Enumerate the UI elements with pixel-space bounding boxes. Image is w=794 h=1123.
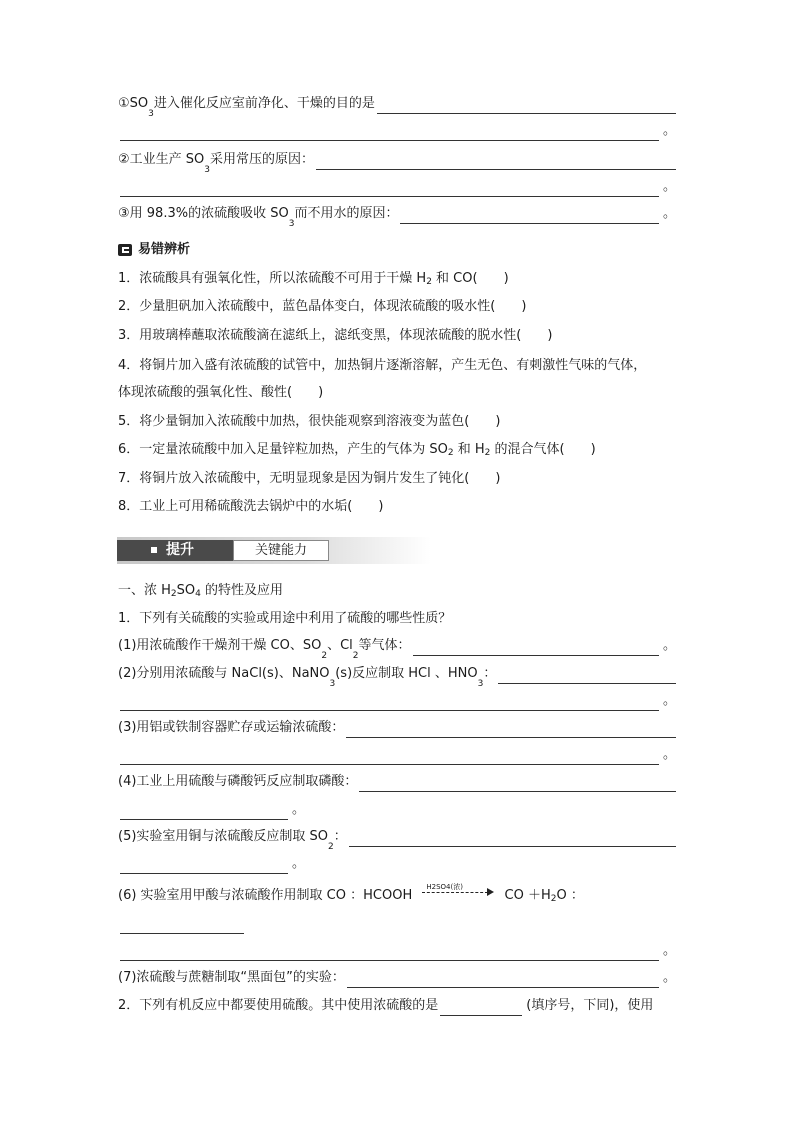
- banner-tab: 关键能力: [233, 540, 329, 561]
- answer-blank[interactable]: [346, 723, 676, 738]
- arrow-shaft: [422, 892, 488, 893]
- item-text: 3．用玻璃棒蘸取浓硫酸滴在滤纸上，滤纸变黑，体现浓硫酸的脱水性( ): [118, 328, 553, 343]
- banner-title: 提升: [166, 542, 194, 558]
- question-b-text: 采用常压的原因：: [210, 152, 315, 167]
- period: 。: [662, 747, 676, 762]
- period: 。: [292, 802, 306, 817]
- arrow-head-icon: [487, 888, 494, 896]
- question-text: (填序号，下同)，使用: [526, 998, 654, 1013]
- sub-question-4: [118, 772, 676, 792]
- e-letter-icon: [118, 244, 132, 256]
- question-text: 、Cl: [327, 638, 353, 653]
- item-text: 7．将铜片放入浓硫酸中，无明显现象是因为铜片发生了钝化( ): [118, 471, 501, 486]
- sub-question-6-continuation: [118, 941, 676, 961]
- error-item-4: [118, 356, 676, 376]
- question-a: ①SO 3 进入催化反应室前净化、干燥的目的是: [118, 94, 676, 114]
- period: 。: [662, 123, 676, 138]
- question-text: (2)分别用浓硫酸与 NaCl(s)、NaNO: [118, 666, 330, 681]
- question-text: (6) 实验室用甲酸与浓硫酸作用制取 CO ：HCOOH: [118, 888, 413, 903]
- answer-blank[interactable]: [413, 641, 659, 656]
- period: 。: [662, 179, 676, 194]
- question-c-prefix: ③用 98.3%的浓硫酸吸收 SO: [118, 206, 289, 221]
- question-b-continuation: [118, 177, 676, 197]
- error-item-2: [118, 297, 676, 317]
- question-text: ：: [483, 666, 497, 681]
- square-bullet-icon: [151, 547, 157, 553]
- answer-blank[interactable]: [120, 126, 659, 141]
- answer-blank[interactable]: [440, 1001, 522, 1016]
- question-text: 1．下列有关硫酸的实验或用途中利用了硫酸的哪些性质？: [118, 611, 452, 626]
- item-text: 6．一定量浓硫酸中加入足量锌粒加热，产生的气体为 SO: [118, 442, 448, 457]
- error-item-8: [118, 497, 676, 517]
- answer-blank[interactable]: [359, 777, 676, 792]
- question-text: (4)工业上用硫酸与磷酸钙反应制取磷酸：: [118, 774, 358, 789]
- part1-heading: [118, 581, 676, 601]
- answer-blank[interactable]: [400, 209, 659, 224]
- sub-question-4-continuation: [118, 800, 676, 820]
- error-item-6: [118, 440, 676, 460]
- question-text: ：: [333, 829, 347, 844]
- period: 。: [292, 856, 306, 871]
- subscript: 2: [550, 894, 557, 904]
- answer-blank[interactable]: [120, 182, 659, 197]
- question-b: ②工业生产 SO 3 采用常压的原因：: [118, 150, 676, 170]
- question-text: (7)浓硫酸与蔗糖制取“黑面包”的实验：: [118, 970, 345, 985]
- item-text: 和 CO( ): [431, 271, 509, 286]
- heading-text: 一、浓 H: [118, 583, 171, 598]
- item-text: 1．浓硫酸具有强氧化性，所以浓硫酸不可用于干燥 H: [118, 271, 427, 286]
- answer-blank[interactable]: [120, 859, 288, 874]
- period: 。: [662, 943, 676, 958]
- part1-question-1: [118, 609, 676, 629]
- answer-blank[interactable]: [349, 832, 676, 847]
- sub-question-6: [118, 885, 676, 905]
- item-text: 体现浓硫酸的强氧化性、酸性( ): [118, 385, 324, 400]
- answer-blank[interactable]: [498, 669, 676, 684]
- item-text: 8．工业上可用稀硫酸洗去锅炉中的水垢( ): [118, 499, 384, 514]
- answer-blank[interactable]: [377, 99, 676, 114]
- error-item-4-continuation: [118, 383, 676, 403]
- sub-question-3-continuation: [118, 745, 676, 765]
- subscript: 2: [426, 277, 432, 287]
- error-item-1: [118, 269, 676, 289]
- period: 。: [662, 638, 676, 653]
- question-c: ③用 98.3%的浓硫酸吸收 SO 3 而不用水的原因： 。: [118, 206, 676, 229]
- error-item-3: [118, 326, 676, 346]
- subscript: 4: [195, 589, 201, 599]
- question-text: 2．下列有机反应中都要使用硫酸。其中使用浓硫酸的是: [118, 998, 439, 1013]
- answer-blank[interactable]: [347, 973, 659, 988]
- question-text: (1)用浓硫酸作干燥剂干燥 CO、SO: [118, 638, 322, 653]
- answer-blank[interactable]: [120, 696, 659, 711]
- question-text: 等气体：: [358, 638, 411, 653]
- error-item-7: [118, 469, 676, 489]
- sub-question-5-continuation: [118, 854, 676, 874]
- answer-blank[interactable]: [120, 919, 244, 934]
- question-b-prefix: ②工业生产 SO: [118, 152, 205, 167]
- sub-question-3: [118, 718, 676, 738]
- sub-question-1: (1)用浓硫酸作干燥剂干燥 CO、SO 2 、Cl 2 等气体： 。: [118, 638, 676, 661]
- heading-text: SO: [176, 583, 196, 598]
- sub-question-5: (5)实验室用铜与浓硫酸反应制取 SO 2 ：: [118, 827, 676, 847]
- answer-blank[interactable]: [120, 805, 288, 820]
- question-text: CO ＋H: [504, 888, 551, 903]
- arrow-condition: H2SO4(浓): [426, 883, 463, 891]
- sub-question-2: (2)分别用浓硫酸与 NaCl(s)、NaNO 3 (s)反应制取 HCl 、HNO 3 ：: [118, 664, 676, 684]
- sub-question-7: [118, 968, 676, 988]
- heading-text: 的特性及应用: [200, 583, 284, 598]
- subscript: 2: [447, 448, 454, 458]
- sub-question-2-continuation: [118, 691, 676, 711]
- answer-blank[interactable]: [120, 750, 659, 765]
- question-text: (3)用铝或铁制容器贮存或运输浓硫酸：: [118, 720, 345, 735]
- item-text: 2．少量胆矾加入浓硫酸中，蓝色晶体变白，体现浓硫酸的吸水性( ): [118, 299, 527, 314]
- question-c-text: 而不用水的原因：: [294, 206, 399, 221]
- error-analysis-title: 易错辨析: [138, 242, 191, 257]
- subscript: 2: [484, 448, 491, 458]
- period: 。: [662, 206, 676, 221]
- question-text: (s)反应制取 HCl 、HNO: [335, 666, 478, 681]
- question-text: O ：: [556, 888, 584, 903]
- answer-blank[interactable]: [120, 946, 659, 961]
- part1-question-2: [118, 996, 676, 1016]
- sub-question-6-blank: [118, 914, 676, 934]
- item-text: 的混合气体( ): [490, 442, 596, 457]
- error-item-5: [118, 412, 676, 432]
- answer-blank[interactable]: [316, 155, 676, 170]
- period: 。: [662, 970, 676, 985]
- item-text: 5．将少量铜加入浓硫酸中加热，很快能观察到溶液变为蓝色( ): [118, 414, 501, 429]
- item-text: 和 H: [453, 442, 485, 457]
- item-text: 4．将铜片加入盛有浓硫酸的试管中，加热铜片逐渐溶解，产生无色、有刺激性气味的气体，: [118, 358, 647, 373]
- error-analysis-heading: [118, 240, 676, 260]
- question-a-prefix: ①SO: [118, 96, 149, 111]
- question-text: (5)实验室用铜与浓硫酸反应制取 SO: [118, 829, 329, 844]
- question-a-text: 进入催化反应室前净化、干燥的目的是: [153, 96, 375, 111]
- section-banner: [117, 537, 431, 564]
- question-a-continuation: [118, 121, 676, 141]
- reaction-arrow: [422, 885, 494, 899]
- subscript: 2: [170, 589, 177, 599]
- period: 。: [662, 693, 676, 708]
